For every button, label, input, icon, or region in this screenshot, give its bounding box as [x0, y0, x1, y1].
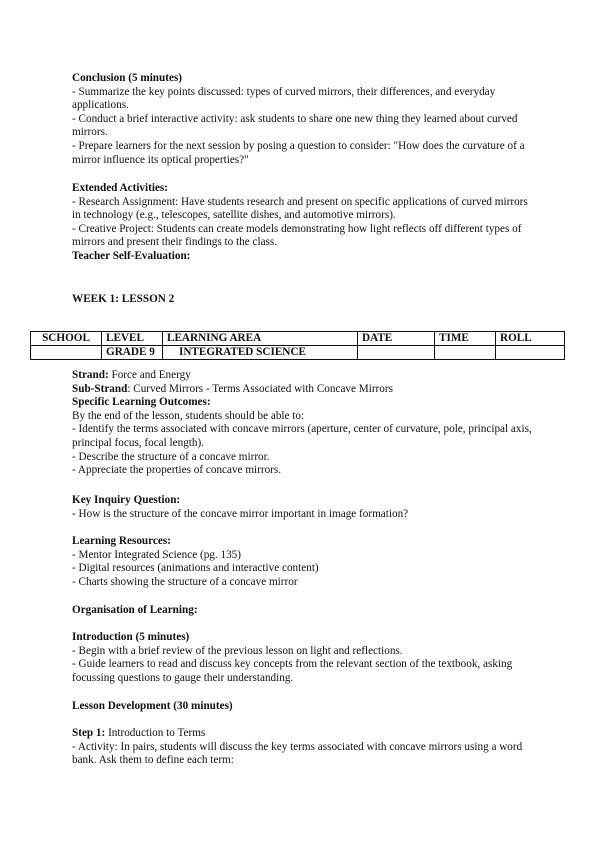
organisation-heading: Organisation of Learning: [72, 604, 198, 616]
header-learning-area: LEARNING AREA [163, 332, 358, 346]
step1-label: Step 1: [72, 727, 106, 739]
outcome-line: - Appreciate the properties of concave mirrors. [72, 464, 282, 477]
development-heading: Lesson Development (30 minutes) [72, 700, 233, 712]
week-heading: WEEK 1: LESSON 2 [72, 293, 175, 305]
introduction-line: - Begin with a brief review of the previous lesson on light and reflections. [72, 644, 403, 657]
table-header-row [31, 332, 565, 346]
conclusion-line: - Prepare learners for the next session by posing a question to consider: "How does the curvature of a mirror influence its optical properties?" [72, 139, 525, 166]
header-school: SCHOOL [31, 332, 102, 346]
outcome-line: - Identify the terms associated with concave mirrors (aperture, center of curvature, pole, principal axis, principal focus, focal length). [72, 423, 532, 449]
header-roll: ROLL [496, 332, 565, 346]
strand-section [72, 369, 532, 478]
strand-label: Strand: [72, 369, 109, 381]
conclusion-heading: Conclusion (5 minutes) [72, 72, 183, 84]
introduction-heading: Introduction (5 minutes) [72, 631, 190, 643]
step1-title [72, 727, 532, 741]
inquiry-line: - How is the structure of the concave mirror important in image formation? [72, 507, 409, 520]
cell-date [358, 346, 435, 360]
sub-strand-line [72, 383, 532, 397]
cell-learning-area: INTEGRATED SCIENCE [163, 346, 358, 360]
outcome-line: By the end of the lesson, students should be able to: [72, 409, 305, 422]
extended-line: - Creative Project: Students can create models demonstrating how light reflects off different types of mirrors and present their findings to the class. [72, 222, 522, 249]
outcomes-heading: Specific Learning Outcomes: [72, 396, 211, 409]
resources-heading: Learning Resources: [72, 535, 171, 547]
cell-school [31, 346, 102, 360]
strand-line [72, 369, 532, 383]
strand-value: Force and Energy [108, 369, 191, 381]
introduction-section [72, 631, 532, 685]
resource-line: - Digital resources (animations and interactive content) [72, 562, 319, 575]
header-time: TIME [435, 332, 496, 346]
conclusion-line: - Summarize the key points discussed: types of curved mirrors, their differences, and everyday applications. [72, 85, 496, 112]
cell-roll [496, 346, 565, 360]
resources-section [72, 535, 532, 589]
sub-strand-value: : Curved Mirrors - Terms Associated with Concave Mirrors [127, 382, 393, 395]
introduction-line: - Guide learners to read and discuss key concepts from the relevant section of the textbook, asking focussing questions to gauge their understanding. [72, 658, 513, 684]
header-level: LEVEL [102, 332, 163, 346]
resource-line: - Mentor Integrated Science (pg. 135) [72, 548, 241, 561]
cell-level: GRADE 9 [102, 346, 163, 360]
resource-line: - Charts showing the structure of a concave mirror [72, 575, 298, 588]
conclusion-section [72, 72, 532, 167]
organisation-section [72, 604, 532, 618]
header-date: DATE [358, 332, 435, 346]
step1-section [72, 727, 532, 768]
extended-activities-section [72, 182, 532, 264]
table-row [31, 346, 565, 360]
extended-line: - Research Assignment: Have students research and present on specific applications of curved mirrors in technology (e.g., telescopes, satellite dishes, and automotive mirrors). [72, 195, 528, 222]
development-section [72, 700, 532, 714]
conclusion-line: - Conduct a brief interactive activity: ask students to share one new thing they learned about curved mirrors. [72, 112, 518, 139]
inquiry-heading: Key Inquiry Question: [72, 494, 181, 506]
self-evaluation-heading: Teacher Self-Evaluation: [72, 249, 191, 262]
lesson-info-table [30, 331, 565, 360]
outcome-line: - Describe the structure of a concave mirror. [72, 450, 270, 463]
cell-time [435, 346, 496, 360]
inquiry-section [72, 494, 532, 521]
step1-value: Introduction to Terms [105, 727, 206, 739]
extended-heading: Extended Activities: [72, 182, 169, 194]
step1-line: - Activity: In pairs, students will discuss the key terms associated with concave mirrors using a word bank. Ask them to define each term: [72, 740, 523, 767]
sub-strand-label: Sub-Strand [72, 382, 128, 395]
